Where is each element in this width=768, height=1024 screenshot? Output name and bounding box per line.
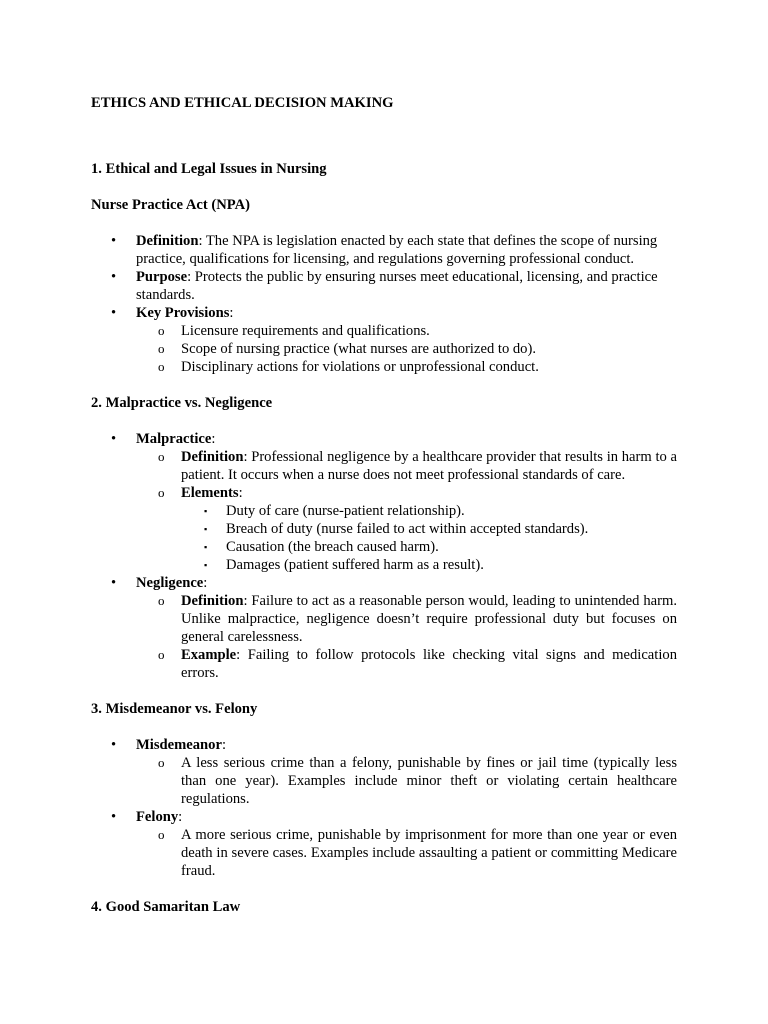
circle-marker: o: [158, 827, 165, 842]
term: Example: [181, 647, 237, 663]
list-item: [136, 826, 677, 880]
bullet-marker: •: [111, 233, 117, 249]
item-text: Licensure requirements and qualifications.: [181, 323, 430, 339]
item-text: : Failing to follow protocols like checking vital signs and medication errors.: [181, 647, 677, 681]
list-item: [91, 232, 677, 268]
list-item: [136, 322, 677, 340]
term: Negligence: [136, 575, 204, 591]
provisions-list: [136, 322, 677, 376]
circle-marker: o: [158, 359, 165, 374]
negligence-sublist: [136, 592, 677, 682]
square-marker: ▪: [204, 560, 208, 570]
section-2-heading: 2. Malpractice vs. Negligence: [91, 395, 273, 411]
item-text: Disciplinary actions for violations or unprofessional conduct.: [181, 359, 539, 375]
term: Elements: [181, 485, 239, 501]
circle-marker: o: [158, 341, 165, 356]
bullet-marker: •: [111, 431, 117, 447]
bullet-marker: •: [111, 575, 117, 591]
malpractice-list: [91, 430, 677, 682]
circle-marker: o: [158, 485, 165, 500]
item-text: Causation (the breach caused harm).: [226, 539, 439, 555]
list-item: [91, 808, 677, 880]
term: Definition: [181, 449, 244, 465]
malpractice-sublist: [136, 448, 677, 574]
list-item: [181, 556, 677, 574]
item-text: : Professional negligence by a healthcare provider that results in harm to a patient. It occurs when a nurse does not meet professional standards of care.: [181, 449, 677, 483]
colon: :: [238, 485, 243, 501]
item-text: Breach of duty (nurse failed to act within accepted standards).: [226, 521, 589, 537]
list-item: [136, 358, 677, 376]
item-text: : Failure to act as a reasonable person would, leading to unintended harm. Unlike malpractice, negligence doesn’t require professional duty but focuses on general carelessness.: [181, 593, 677, 645]
square-marker: ▪: [204, 542, 208, 552]
document-body: [91, 94, 677, 916]
document-title: ETHICS AND ETHICAL DECISION MAKING: [91, 95, 394, 111]
list-item: [91, 736, 677, 808]
item-text: Duty of care (nurse-patient relationship).: [226, 503, 465, 519]
colon: :: [221, 737, 226, 753]
circle-marker: o: [158, 323, 165, 338]
colon: :: [211, 431, 216, 447]
list-item: [136, 646, 677, 682]
list-item: [181, 520, 677, 538]
bullet-marker: •: [111, 269, 117, 285]
section-4-heading: 4. Good Samaritan Law: [91, 899, 241, 915]
bullet-marker: •: [111, 737, 117, 753]
npa-subheading: Nurse Practice Act (NPA): [91, 197, 250, 213]
term: Definition: [136, 233, 199, 249]
item-text: A less serious crime than a felony, punishable by fines or jail time (typically less than one year). Examples include minor theft or violating certain healthcare regulations.: [181, 755, 677, 807]
bullet-marker: •: [111, 809, 117, 825]
item-text: : Protects the public by ensuring nurses meet educational, licensing, and practice standards.: [136, 269, 658, 303]
elements-list: [181, 502, 677, 574]
crime-list: [91, 736, 677, 880]
item-text: Damages (patient suffered harm as a result).: [226, 557, 484, 573]
misdemeanor-sublist: [136, 754, 677, 808]
felony-sublist: [136, 826, 677, 880]
item-text: A more serious crime, punishable by imprisonment for more than one year or even death in severe cases. Examples include assaulting a patient or committing Medicare fraud.: [181, 827, 677, 879]
list-item: [136, 448, 677, 484]
square-marker: ▪: [204, 524, 208, 534]
colon: :: [229, 305, 234, 321]
list-item: [91, 574, 677, 682]
list-item: [136, 340, 677, 358]
circle-marker: o: [158, 647, 165, 662]
term: Purpose: [136, 269, 188, 285]
list-item: [136, 484, 677, 574]
circle-marker: o: [158, 449, 165, 464]
list-item: [91, 430, 677, 574]
list-item: [181, 502, 677, 520]
term: Key Provisions: [136, 305, 230, 321]
term: Felony: [136, 809, 179, 825]
circle-marker: o: [158, 593, 165, 608]
circle-marker: o: [158, 755, 165, 770]
list-item: [136, 592, 677, 646]
colon: :: [178, 809, 183, 825]
square-marker: ▪: [204, 506, 208, 516]
term: Misdemeanor: [136, 737, 222, 753]
npa-list: [91, 232, 677, 376]
item-text: : The NPA is legislation enacted by each state that defines the scope of nursing practice, qualifications for licensing, and regulations governing professional conduct.: [136, 233, 658, 267]
bullet-marker: •: [111, 305, 117, 321]
term: Malpractice: [136, 431, 212, 447]
section-1-heading: 1. Ethical and Legal Issues in Nursing: [91, 161, 327, 177]
list-item: [136, 754, 677, 808]
list-item: [91, 268, 677, 304]
colon: :: [203, 575, 208, 591]
term: Definition: [181, 593, 244, 609]
item-text: Scope of nursing practice (what nurses are authorized to do).: [181, 341, 536, 357]
list-item: [91, 304, 677, 376]
list-item: [181, 538, 677, 556]
section-3-heading: 3. Misdemeanor vs. Felony: [91, 701, 258, 717]
